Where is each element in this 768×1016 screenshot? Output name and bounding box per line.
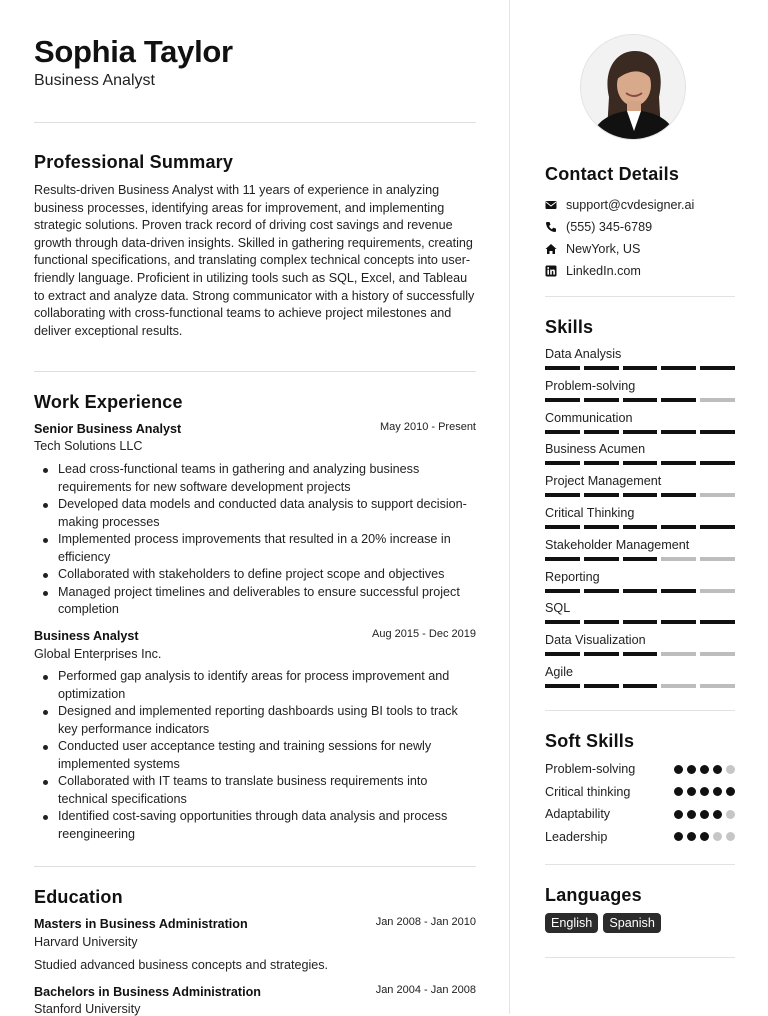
skill-level-segment [584, 557, 619, 561]
list-item: Lead cross-functional teams in gathering and analyzing business requirements for new software development projects [58, 461, 476, 496]
skill-item [545, 379, 735, 402]
job-company: Global Enterprises Inc. [34, 647, 162, 661]
skill-level-segment [700, 589, 735, 593]
skill-level-segment [545, 589, 580, 593]
skill-level-segment [545, 652, 580, 656]
skill-label: Critical Thinking [545, 506, 635, 520]
education-date: Jan 2004 - Jan 2008 [375, 984, 476, 996]
soft-skill-label: Leadership [545, 829, 608, 844]
rating-dot [674, 832, 683, 841]
skills-divider [545, 710, 735, 711]
rating-dot [700, 765, 709, 774]
skill-level-segment [661, 430, 696, 434]
skill-level-segment [584, 493, 619, 497]
contact-phone[interactable] [545, 220, 652, 234]
skill-level-bar [545, 589, 735, 593]
skill-level-segment [545, 461, 580, 465]
skill-item [545, 411, 735, 434]
soft-skill-rating [674, 810, 735, 819]
rating-dot [687, 787, 696, 796]
skill-item [545, 633, 735, 656]
contact-linkedin[interactable] [545, 264, 641, 278]
rating-dot [700, 787, 709, 796]
languages-list [545, 913, 661, 933]
skill-level-segment [545, 684, 580, 688]
job-bullets [34, 461, 476, 619]
phone-icon [545, 221, 557, 233]
skill-level-bar [545, 525, 735, 529]
skill-level-segment [623, 398, 658, 402]
rating-dot [713, 765, 722, 774]
summary-heading: Professional Summary [34, 152, 234, 172]
job-title: Business Analyst [34, 629, 139, 643]
list-item: Collaborated with IT teams to translate business requirements into technical specifications [58, 773, 476, 808]
soft-skill-rating [674, 787, 735, 796]
envelope-icon [545, 199, 557, 211]
contact-heading: Contact Details [545, 164, 680, 184]
skill-level-segment [700, 557, 735, 561]
soft-skill-label: Critical thinking [545, 784, 631, 799]
soft-skill-rating [674, 765, 735, 774]
skill-level-segment [545, 620, 580, 624]
rating-dot [674, 765, 683, 774]
skill-level-segment [700, 525, 735, 529]
rating-dot [700, 832, 709, 841]
skill-item [545, 570, 735, 593]
soft-skill-label: Adaptability [545, 807, 611, 821]
rating-dot [687, 832, 696, 841]
skill-level-segment [623, 652, 658, 656]
skill-level-bar [545, 557, 735, 561]
skill-level-segment [584, 461, 619, 465]
contact-email[interactable] [545, 198, 694, 212]
skill-label: Agile [545, 665, 574, 679]
skill-level-segment [545, 525, 580, 529]
skill-level-segment [700, 366, 735, 370]
soft-skill-item [545, 807, 735, 821]
skill-label: Communication [545, 410, 633, 425]
languages-divider [545, 957, 735, 958]
soft-skill-item [545, 762, 735, 776]
skill-level-segment [584, 652, 619, 656]
linkedin-icon [545, 265, 557, 277]
skill-level-bar [545, 398, 735, 402]
rating-dot [726, 787, 735, 796]
soft-skills-heading: Soft Skills [545, 731, 635, 751]
avatar [580, 34, 686, 140]
language-badge: English [545, 913, 598, 933]
soft-skill-item [545, 785, 735, 799]
skill-level-segment [661, 525, 696, 529]
skill-label: Data Visualization [545, 633, 646, 648]
skill-level-segment [700, 493, 735, 497]
skill-level-segment [545, 493, 580, 497]
skill-level-bar [545, 461, 735, 465]
skill-level-segment [661, 684, 696, 688]
skill-level-segment [623, 557, 658, 561]
skill-level-segment [584, 589, 619, 593]
experience-divider [34, 866, 476, 867]
skill-level-segment [584, 366, 619, 370]
rating-dot [700, 810, 709, 819]
languages-heading: Languages [545, 885, 642, 905]
job-company: Tech Solutions LLC [34, 439, 143, 453]
soft-skill-rating [674, 832, 735, 841]
rating-dot [726, 832, 735, 841]
skill-level-bar [545, 620, 735, 624]
list-item: Managed project timelines and deliverables to ensure successful project completion [58, 584, 476, 619]
list-item: Implemented process improvements that resulted in a 20% increase in efficiency [58, 531, 476, 566]
location-text: NewYork, US [566, 242, 641, 256]
skill-level-bar [545, 684, 735, 688]
experience-heading: Work Experience [34, 392, 183, 412]
skill-level-segment [700, 652, 735, 656]
skill-level-segment [700, 398, 735, 402]
skill-level-segment [584, 620, 619, 624]
skill-label: Problem-solving [545, 378, 636, 393]
email-text: support@cvdesigner.ai [566, 198, 695, 212]
job-date: Aug 2015 - Dec 2019 [372, 628, 476, 640]
skill-level-segment [584, 430, 619, 434]
skill-level-segment [661, 366, 696, 370]
rating-dot [687, 810, 696, 819]
list-item: Developed data models and conducted data analysis to support decision-making processes [58, 496, 476, 531]
skill-level-segment [584, 398, 619, 402]
rating-dot [687, 765, 696, 774]
profile-photo [581, 35, 685, 139]
skill-label: Reporting [545, 569, 600, 584]
contact-location [545, 242, 640, 256]
skill-level-segment [623, 525, 658, 529]
contact-divider [545, 296, 735, 297]
school-name: Stanford University [34, 1002, 141, 1016]
candidate-name: Sophia Taylor [34, 34, 233, 69]
skill-level-segment [661, 461, 696, 465]
list-item: Collaborated with stakeholders to define project scope and objectives [58, 566, 476, 584]
skill-level-segment [700, 461, 735, 465]
rating-dot [674, 810, 683, 819]
skill-level-segment [700, 430, 735, 434]
linkedin-text: LinkedIn.com [566, 264, 641, 278]
candidate-title: Business Analyst [34, 72, 155, 89]
education-heading: Education [34, 887, 123, 907]
skill-label: Data Analysis [545, 347, 622, 361]
phone-text: (555) 345-6789 [566, 220, 653, 234]
skill-item [545, 665, 735, 688]
skill-item [545, 442, 735, 465]
rating-dot [713, 832, 722, 841]
column-divider [509, 0, 510, 1014]
skill-level-segment [545, 430, 580, 434]
language-badge: Spanish [603, 913, 661, 933]
skill-level-segment [623, 493, 658, 497]
skill-level-segment [700, 620, 735, 624]
skill-level-bar [545, 430, 735, 434]
skill-level-segment [623, 684, 658, 688]
skill-level-bar [545, 366, 735, 370]
skill-label: Project Management [545, 474, 662, 489]
skill-level-segment [661, 398, 696, 402]
soft-skill-item [545, 830, 735, 844]
rating-dot [674, 787, 683, 796]
soft-skill-label: Problem-solving [545, 762, 636, 776]
job-bullets [34, 668, 476, 843]
list-item: Performed gap analysis to identify areas for process improvement and optimization [58, 668, 476, 703]
skill-item [545, 474, 735, 497]
rating-dot [726, 765, 735, 774]
rating-dot [713, 787, 722, 796]
skill-level-segment [623, 430, 658, 434]
skill-label: SQL [545, 601, 571, 616]
skill-level-segment [661, 557, 696, 561]
header-divider [34, 122, 476, 123]
summary-text: Results-driven Business Analyst with 11 years of experience in analyzing business processes, identifying areas for improvement, and implementing strategic solutions. Proven track record of driving cost savings and revenue growth through data-driven insights. Skilled in gathering requirements, creating functional specifications, and translating complex technical concepts into user-friendly language. Proficient in utilizing tools such as SQL, Excel, and Tableau to extract and analyze data. Strong communicator with a history of successfully collaborating with cross-functional teams to achieve project milestones and deliver exceptional results. [34, 183, 475, 338]
rating-dot [726, 810, 735, 819]
rating-dot [713, 810, 722, 819]
degree-title: Masters in Business Administration [34, 917, 248, 931]
skill-level-segment [545, 557, 580, 561]
skill-level-segment [584, 525, 619, 529]
skill-level-bar [545, 652, 735, 656]
skill-level-segment [661, 589, 696, 593]
skill-level-segment [545, 366, 580, 370]
skills-heading: Skills [545, 317, 594, 337]
skill-label: Business Acumen [545, 442, 646, 457]
education-date: Jan 2008 - Jan 2010 [375, 916, 476, 928]
soft-skills-divider [545, 864, 735, 865]
education-description: Studied advanced business concepts and strategies. [34, 958, 329, 972]
home-icon [545, 243, 557, 255]
skill-level-segment [661, 493, 696, 497]
skill-level-bar [545, 493, 735, 497]
skill-level-segment [700, 684, 735, 688]
skill-item [545, 506, 735, 529]
skill-item [545, 347, 735, 370]
skill-level-segment [623, 620, 658, 624]
skill-level-segment [661, 620, 696, 624]
skill-level-segment [661, 652, 696, 656]
skill-level-segment [584, 684, 619, 688]
skill-level-segment [623, 366, 658, 370]
job-title: Senior Business Analyst [34, 422, 182, 436]
skill-item [545, 601, 735, 624]
skill-level-segment [545, 398, 580, 402]
skill-level-segment [623, 589, 658, 593]
degree-title: Bachelors in Business Administration [34, 985, 261, 999]
skill-item [545, 538, 735, 561]
list-item: Conducted user acceptance testing and training sessions for newly implemented systems [58, 738, 476, 773]
summary-divider [34, 371, 476, 372]
school-name: Harvard University [34, 935, 138, 949]
skill-level-segment [623, 461, 658, 465]
list-item: Identified cost-saving opportunities through data analysis and process reengineering [58, 808, 476, 843]
job-date: May 2010 - Present [380, 421, 476, 433]
list-item: Designed and implemented reporting dashboards using BI tools to track key performance indicators [58, 703, 476, 738]
skill-label: Stakeholder Management [545, 537, 690, 552]
